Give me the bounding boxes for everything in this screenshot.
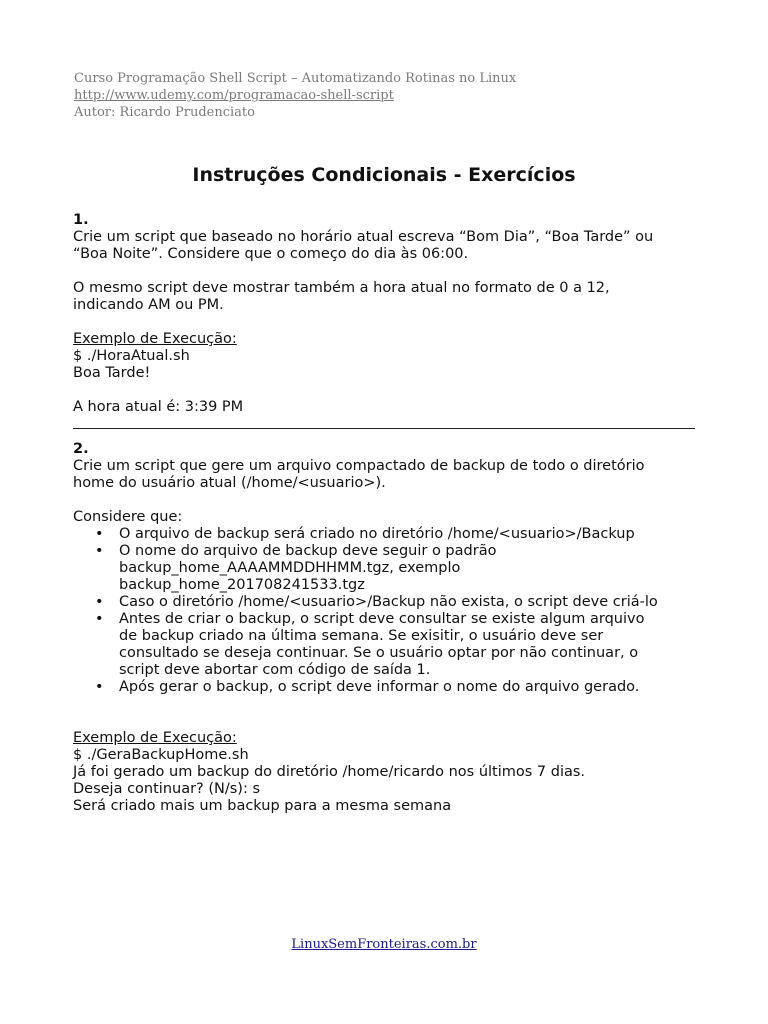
course-url-link[interactable]: http://www.udemy.com/programacao-shell-script <box>74 88 394 103</box>
list-item: • Antes de criar o backup, o script deve consultar se existe algum arquivo de backup criado na última semana. Se exisitir, o usuário deve ser consultado se deseja continuar. Se o usuário optar por não continuar, o script deve abortar com código de saída 1. <box>95 611 645 678</box>
exercise-2-consider-label: Considere que: <box>73 509 183 525</box>
requirements-list <box>73 526 703 696</box>
document-body <box>73 212 703 815</box>
exercise-1-example-output-1: Boa Tarde! <box>73 365 151 381</box>
list-item: • Caso o diretório /home/<usuario>/Backup não exista, o script deve criá-lo <box>95 594 658 610</box>
document-header <box>74 70 516 121</box>
bullet-icon: • <box>95 611 104 627</box>
exercise-1-example-label: Exemplo de Execução: <box>73 331 237 347</box>
exercise-1-text-line-2: “Boa Noite”. Considere que o começo do dia às 06:00. <box>73 246 469 262</box>
section-divider <box>73 428 695 429</box>
exercise-2-number: 2. <box>73 441 89 457</box>
exercise-2-text-line-1: Crie um script que gere um arquivo compactado de backup de todo o diretório <box>73 458 645 474</box>
list-item: • O nome do arquivo de backup deve seguir o padrão backup_home_AAAAMMDDHHMM.tgz, exemplo backup_home_201708241533.tgz <box>95 543 497 593</box>
exercise-2-example-output-1: Já foi gerado um backup do diretório /home/ricardo nos últimos 7 dias. <box>73 764 586 780</box>
document-footer <box>0 937 768 952</box>
exercise-2-example-output-3: Será criado mais um backup para a mesma semana <box>73 798 452 814</box>
bullet-icon: • <box>95 543 104 559</box>
exercise-1-text-line-3: O mesmo script deve mostrar também a hora atual no formato de 0 a 12, <box>73 280 610 296</box>
course-title: Curso Programação Shell Script – Automatizando Rotinas no Linux <box>74 71 517 86</box>
page-title: Instruções Condicionais - Exercícios <box>192 164 576 186</box>
footer-site-link[interactable]: LinuxSemFronteiras.com.br <box>291 937 477 952</box>
bullet-icon: • <box>95 679 104 695</box>
exercise-1-example-output-2: A hora atual é: 3:39 PM <box>73 399 244 415</box>
bullet-icon: • <box>95 526 104 542</box>
exercise-1-example-command: $ ./HoraAtual.sh <box>73 348 190 364</box>
exercise-2-example-label: Exemplo de Execução: <box>73 730 237 746</box>
exercise-2-example-output-2: Deseja continuar? (N/s): s <box>73 781 261 797</box>
exercise-1-number: 1. <box>73 212 89 228</box>
exercise-2-example-command: $ ./GeraBackupHome.sh <box>73 747 249 763</box>
list-item: • O arquivo de backup será criado no diretório /home/<usuario>/Backup <box>95 526 635 542</box>
exercise-1-text-line-4: indicando AM ou PM. <box>73 297 224 313</box>
exercise-1-text-line-1: Crie um script que baseado no horário atual escreva “Bom Dia”, “Boa Tarde” ou <box>73 229 654 245</box>
exercise-2-text-line-2: home do usuário atual (/home/<usuario>). <box>73 475 386 491</box>
author-line: Autor: Ricardo Prudenciato <box>74 105 255 120</box>
list-item: • Após gerar o backup, o script deve informar o nome do arquivo gerado. <box>95 679 640 695</box>
bullet-icon: • <box>95 594 104 610</box>
